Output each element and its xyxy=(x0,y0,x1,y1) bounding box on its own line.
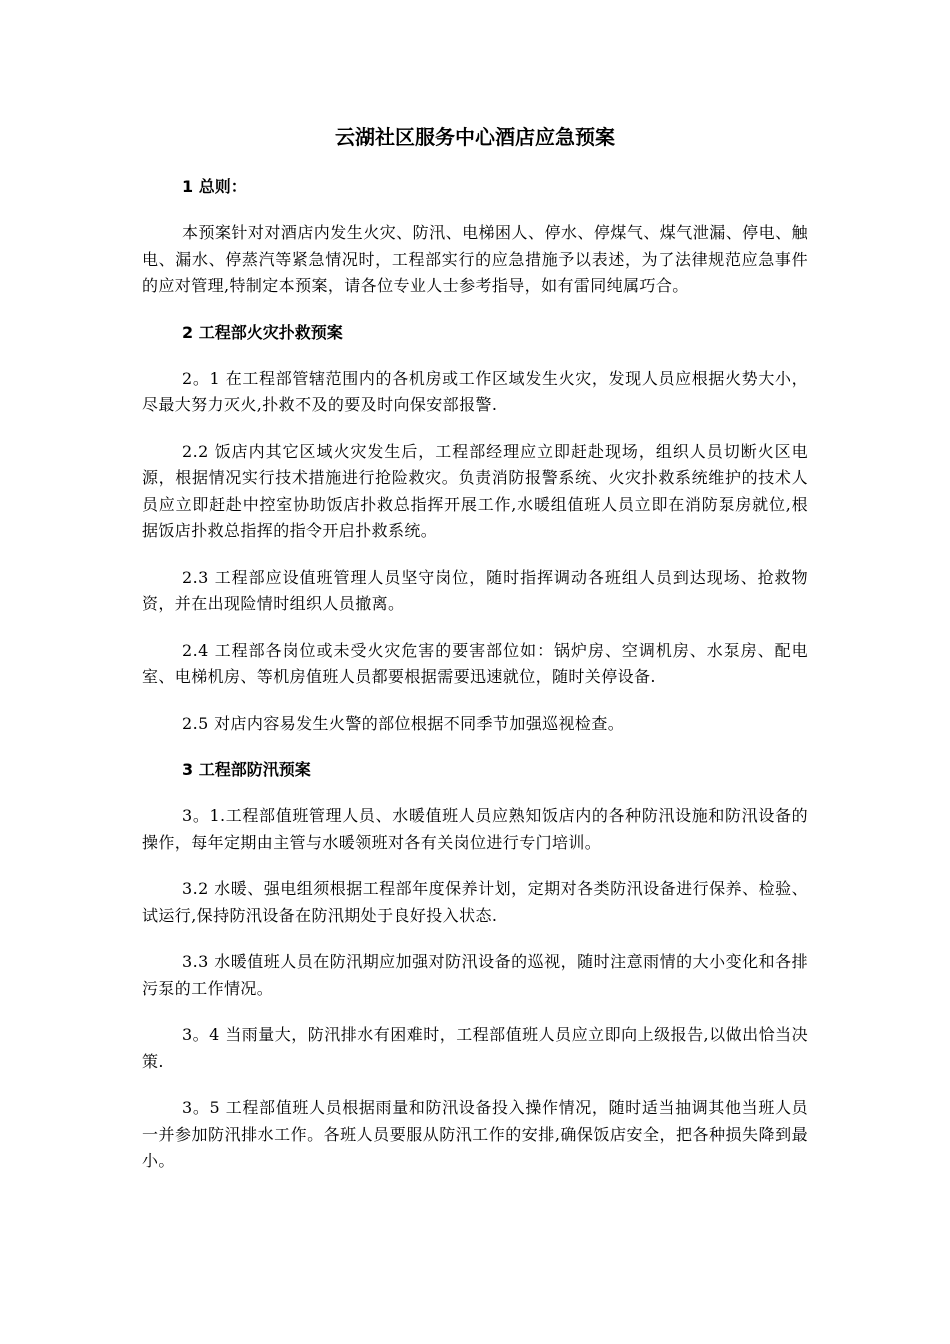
paragraph: 3。5 工程部值班人员根据雨量和防汛设备投入操作情况，随时适当抽调其他当班人员一并参加防汛排水工作。各班人员要服从防汛工作的安排,确保饭店安全，把各种损失降到最小。 xyxy=(142,1098,808,1170)
paragraph: 2.2 饭店内其它区域火灾发生后，工程部经理应立即赶赴现场，组织人员切断火区电源，根据情况实行技术措施进行抢险救灾。负责消防报警系统、火灾扑救系统维护的技术人员应立即赶赴中控室协助饭店扑救总指挥开展工作,水暖组值班人员立即在消防泵房就位,根据饭店扑救总指挥的指令开启扑救系统。 xyxy=(142,441,808,540)
document-title: 云湖社区服务中心酒店应急预案 xyxy=(335,125,615,149)
paragraph: 3。1.工程部值班管理人员、水暖值班人员应熟知饭店内的各种防汛设施和防汛设备的操作，每年定期由主管与水暖领班对各有关岗位进行专门培训。 xyxy=(142,806,808,852)
paragraph: 2.4 工程部各岗位或未受火灾危害的要害部位如：锅炉房、空调机房、水泵房、配电室、电梯机房、等机房值班人员都要根据需要迅速就位，随时关停设备. xyxy=(142,640,808,686)
paragraph: 本预案针对对酒店内发生火灾、防汛、电梯困人、停水、停煤气、煤气泄漏、停电、触电、漏水、停蒸汽等紧急情况时，工程部实行的应急措施予以表述，为了法律规范应急事件的应对管理,特制定本预案，请各位专业人士参考指导，如有雷同纯属巧合。 xyxy=(142,223,808,295)
section-heading-fire: 2 工程部火灾扑救预案 xyxy=(182,322,343,342)
section-heading-general: 1 总则： xyxy=(182,177,247,196)
section-heading-flood: 3 工程部防汛预案 xyxy=(182,760,311,779)
paragraph: 3.3 水暖值班人员在防汛期应加强对防汛设备的巡视，随时注意雨情的大小变化和各排污泵的工作情况。 xyxy=(142,952,808,998)
paragraph: 2。1 在工程部管辖范围内的各机房或工作区域发生火灾，发现人员应根据火势大小，尽最大努力灭火,扑救不及的要及时向保安部报警. xyxy=(142,368,808,414)
paragraph: 2.3 工程部应设值班管理人员坚守岗位，随时指挥调动各班组人员到达现场、抢救物资，并在出现险情时组织人员撤离。 xyxy=(142,567,808,613)
paragraph: 3。4 当雨量大，防汛排水有困难时，工程部值班人员应立即向上级报告,以做出恰当决策. xyxy=(142,1025,808,1071)
paragraph: 2.5 对店内容易发生火警的部位根据不同季节加强巡视检查。 xyxy=(182,713,625,733)
paragraph: 3.2 水暖、强电组须根据工程部年度保养计划，定期对各类防汛设备进行保养、检验、试运行,保持防汛设备在防汛期处于良好投入状态. xyxy=(142,879,808,925)
